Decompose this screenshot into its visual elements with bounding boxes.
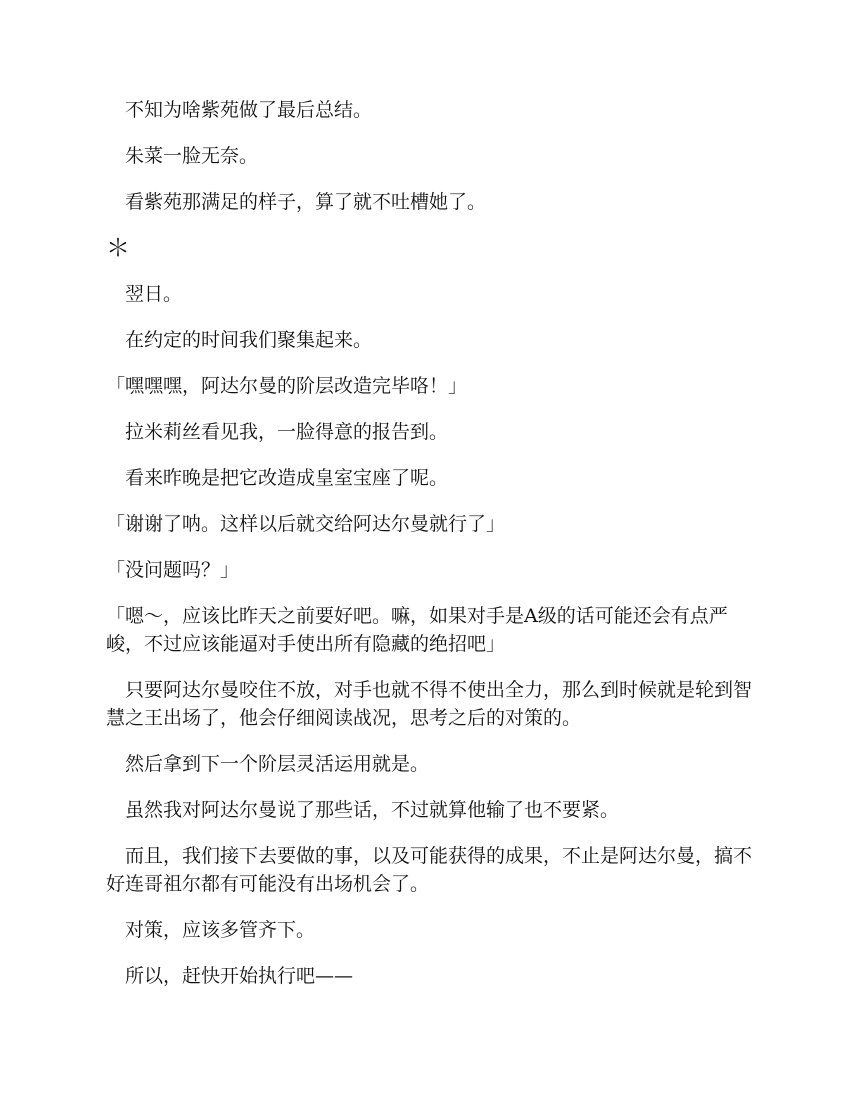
paragraph: 而且，我们接下去要做的事，以及可能获得的成果，不止是阿达尔曼，搞不好连哥祖尔都有可能没有出场机会了。 <box>106 845 753 895</box>
section-separator: ＊ <box>106 234 130 262</box>
paragraph: 然后拿到下一个阶层灵活运用就是。 <box>125 753 430 775</box>
document-body <box>106 96 756 990</box>
dialogue-line: 「谢谢了呐。这样以后就交给阿达尔曼就行了」 <box>106 513 506 535</box>
paragraph: 看来昨晚是把它改造成皇室宝座了呢。 <box>125 467 449 489</box>
paragraph: 不知为啥紫苑做了最后总结。 <box>125 99 373 121</box>
paragraph: 朱菜一脸无奈。 <box>125 145 259 167</box>
paragraph: 在约定的时间我们聚集起来。 <box>125 329 373 351</box>
paragraph: 对策，应该多管齐下。 <box>125 919 316 941</box>
paragraph: 看紫苑那满足的样子，算了就不吐槽她了。 <box>125 191 487 213</box>
paragraph: 拉米莉丝看见我，一脸得意的报告到。 <box>125 421 449 443</box>
dialogue-line: 「嘿嘿嘿，阿达尔曼的阶层改造完毕咯！」 <box>106 375 468 397</box>
dialogue-line: 「嗯～，应该比昨天之前要好吧。嘛，如果对手是A级的话可能还会有点严峻，不过应该能逼对手使出所有隐藏的绝招吧」 <box>106 605 728 655</box>
paragraph: 只要阿达尔曼咬住不放，对手也就不得不使出全力，那么到时候就是轮到智慧之王出场了，他会仔细阅读战况，思考之后的对策的。 <box>106 679 753 729</box>
paragraph: 所以，赶快开始执行吧—— <box>125 965 354 987</box>
paragraph: 翌日。 <box>125 283 183 305</box>
dialogue-line: 「没问题吗？」 <box>106 559 240 581</box>
paragraph: 虽然我对阿达尔曼说了那些话，不过就算他输了也不要紧。 <box>125 799 620 821</box>
